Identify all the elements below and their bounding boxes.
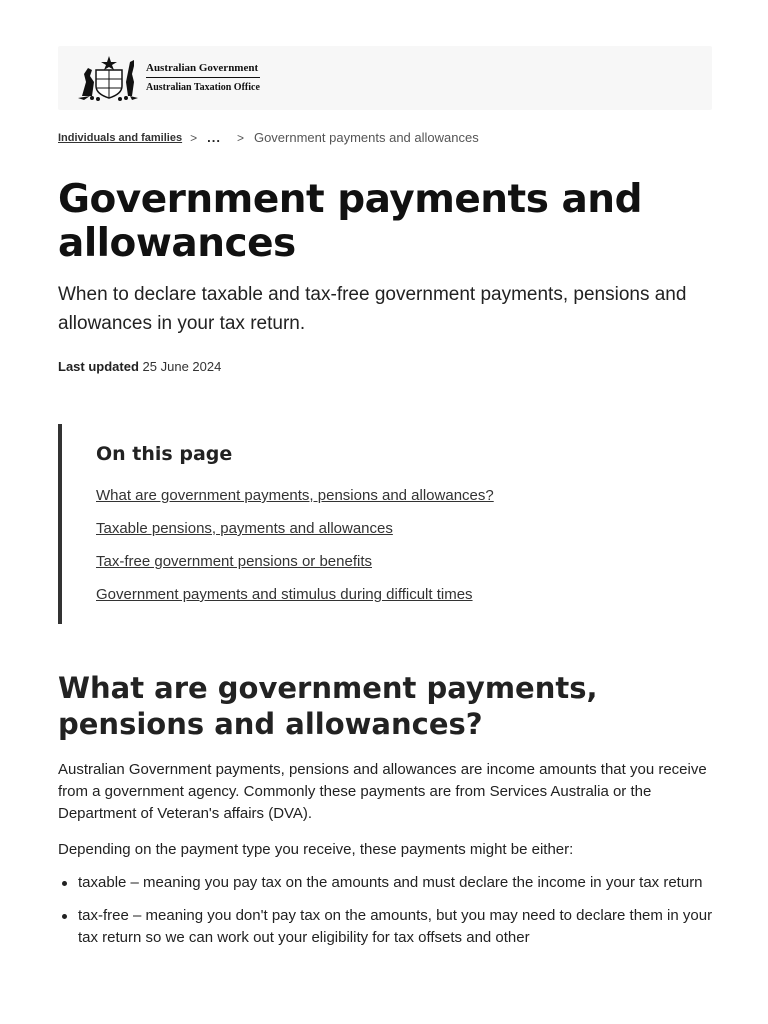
- logo-text: [146, 62, 260, 93]
- breadcrumb: [58, 130, 479, 145]
- breadcrumb-individuals-link[interactable]: Individuals and families: [58, 131, 183, 144]
- page-title: Government payments and allowances: [58, 177, 642, 266]
- list-item: taxable – meaning you pay tax on the amounts and must declare the income in your tax return: [58, 872, 718, 894]
- ato-logo[interactable]: [76, 52, 260, 102]
- org-name: Australian Government: [146, 62, 260, 78]
- on-this-page-list: [96, 487, 494, 619]
- breadcrumb-separator: >: [236, 130, 244, 145]
- last-updated-date: 25 June 2024: [142, 359, 222, 374]
- list-item: tax-free – meaning you don't pay tax on the amounts, but you may need to declare them in your tax return so we can work out your eligibility for tax offsets and other: [58, 905, 718, 949]
- last-updated: [58, 359, 221, 374]
- section-heading: What are government payments, pensions and allowances?: [58, 671, 598, 741]
- breadcrumb-separator: >: [190, 130, 198, 145]
- list-item: [96, 586, 494, 619]
- page-lead: When to declare taxable and tax-free government payments, pensions and allowances in your tax return.: [58, 284, 687, 334]
- list-item: [96, 520, 494, 553]
- on-this-page-title: On this page: [96, 443, 233, 465]
- agency-name: Australian Taxation Office: [146, 81, 260, 93]
- payment-type-list: [58, 872, 718, 960]
- toc-link-taxable[interactable]: Taxable pensions, payments and allowances: [96, 520, 393, 537]
- breadcrumb-ellipsis-button[interactable]: ...: [207, 130, 221, 145]
- list-item: [96, 553, 494, 586]
- on-this-page-panel: [58, 424, 718, 624]
- section-paragraph: Australian Government payments, pensions and allowances are income amounts that you receive from a government agency. Commonly these payments are from Services Australia or the Department of Veteran's affairs (DVA).: [58, 761, 707, 822]
- breadcrumb-current: Government payments and allowances: [253, 130, 479, 145]
- coat-of-arms-icon: [76, 52, 142, 102]
- toc-link-tax-free[interactable]: Tax-free government pensions or benefits: [96, 553, 372, 570]
- toc-link-what-are-payments[interactable]: What are government payments, pensions and allowances?: [96, 487, 494, 504]
- toc-link-difficult-times[interactable]: Government payments and stimulus during difficult times: [96, 586, 473, 603]
- list-item: [96, 487, 494, 520]
- site-header: [58, 46, 712, 110]
- section-paragraph: Depending on the payment type you receive, these payments might be either:: [58, 841, 574, 858]
- last-updated-label: Last updated: [58, 359, 139, 374]
